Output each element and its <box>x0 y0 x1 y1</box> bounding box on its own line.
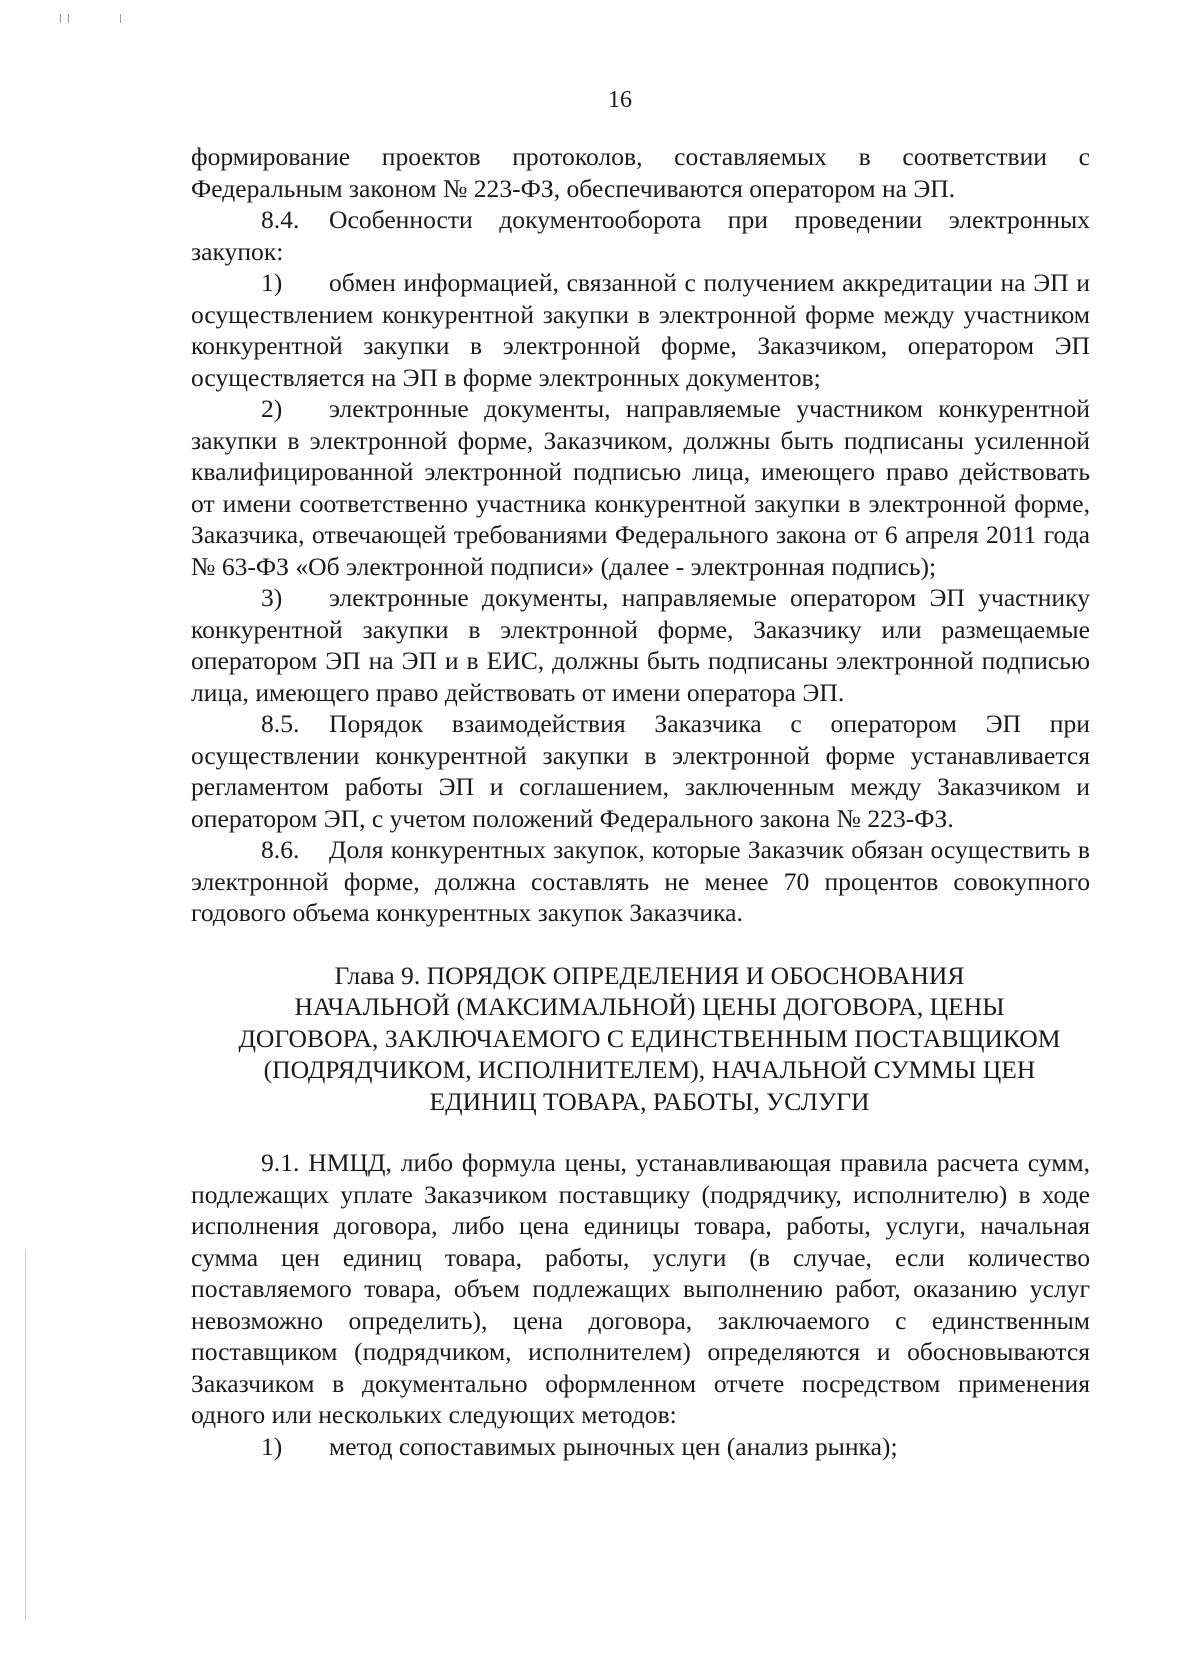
clause-text: Доля конкурентных закупок, которые Заказчик обязан осуществить в электронной форме, должна составлять не менее 70 процентов совокупного годового объема конкурентных закупок Заказчика. <box>191 835 1090 927</box>
chapter-heading-line: Глава 9. ПОРЯДОК ОПРЕДЕЛЕНИЯ И ОБОСНОВАНИЯ <box>334 960 965 990</box>
scan-artifact-rule <box>25 1250 26 1620</box>
item-text: электронные документы, направляемые участником конкурентной закупки в электронной форме, Заказчиком, должны быть подписаны усиленной квалифицированной электронной подписью лица, имеющего право действовать от имени соответственно участника конкурентной закупки в электронной форме, Заказчика, отвечающей требованиями Федерального закона от 6 апреля 2011 года № 63-ФЗ «Об электронной подписи» (далее - электронная подпись); <box>191 394 1090 581</box>
item-number: 2) <box>261 394 283 423</box>
page-number: 16 <box>608 87 632 113</box>
document-body <box>191 141 1090 1462</box>
clause-9-1: 9.1. НМЦД, либо формула цены, устанавливающая правила расчета сумм, подлежащих уплате Заказчиком поставщику (подрядчику, исполнителю) в ходе исполнения договора, либо цена единицы товара, работы, услуги, начальная сумма цен единиц товара, работы, услуги (в случае, если количество поставляемого товара, объем подлежащих выполнению работ, оказанию услуг невозможно определить), цена договора, заключаемого с единственным поставщиком (подрядчиком, исполнителем) определяются и обосновываются Заказчиком в документально оформленном отчете посредством применения одного или нескольких следующих методов: <box>191 1148 1090 1429</box>
scan-artifact-marks <box>60 14 160 24</box>
clause-number: 8.6. <box>261 835 300 864</box>
item-text: метод сопоставимых рыночных цен (анализ рынка); <box>329 1431 898 1461</box>
item-number: 1) <box>261 268 283 297</box>
clause-8-4-item-1 <box>191 267 1090 393</box>
chapter-heading-line: (ПОДРЯДЧИКОМ, ИСПОЛНИТЕЛЕМ), НАЧАЛЬНОЙ СУММЫ ЦЕН <box>263 1055 1036 1084</box>
clause-text: Порядок взаимодействия Заказчика с оператором ЭП при осуществлении конкурентной закупки в электронной форме устанавливается регламентом работы ЭП и соглашением, заключенным между Заказчиком и оператором ЭП, с учетом положений Федерального закона № 223-ФЗ. <box>191 709 1090 833</box>
chapter-heading-line: ЕДИНИЦ ТОВАРА, РАБОТЫ, УСЛУГИ <box>429 1086 870 1116</box>
clause-8-4 <box>191 204 1090 267</box>
clause-text: Особенности документооборота при проведении электронных закупок: <box>191 205 1090 266</box>
clause-number: 8.5. <box>261 709 300 738</box>
chapter-heading-line: НАЧАЛЬНОЙ (МАКСИМАЛЬНОЙ) ЦЕНЫ ДОГОВОРА, ЦЕНЫ <box>294 992 1005 1021</box>
item-text: электронные документы, направляемые оператором ЭП участнику конкурентной закупки в электронной форме, Заказчику или размещаемые оператором ЭП на ЭП и в ЕИС, должны быть подписаны электронной подписью лица, имеющего право действовать от имени оператора ЭП. <box>191 583 1090 707</box>
clause-number: 8.4. <box>261 205 300 234</box>
item-text: обмен информацией, связанной с получением аккредитации на ЭП и осуществлением конкурентной закупки в электронной форме между участником конкурентной закупки в электронной форме, Заказчиком, оператором ЭП осуществляется на ЭП в форме электронных документов; <box>191 268 1090 392</box>
chapter-heading-line: ДОГОВОРА, ЗАКЛЮЧАЕМОГО С ЕДИНСТВЕННЫМ ПОСТАВЩИКОМ <box>238 1023 1061 1053</box>
item-number: 3) <box>261 583 283 612</box>
chapter-9-heading <box>191 960 1090 1118</box>
clause-8-6 <box>191 834 1090 929</box>
item-number: 1) <box>261 1431 283 1461</box>
clause-8-5 <box>191 708 1090 834</box>
clause-9-1-item-1 <box>191 1431 1090 1463</box>
clause-8-4-item-2 <box>191 393 1090 582</box>
paragraph-continuation: формирование проектов протоколов, составляемых в соответствии с Федеральным законом № 223-ФЗ, обеспечиваются оператором на ЭП. <box>191 142 1090 203</box>
clause-8-4-item-3 <box>191 582 1090 708</box>
